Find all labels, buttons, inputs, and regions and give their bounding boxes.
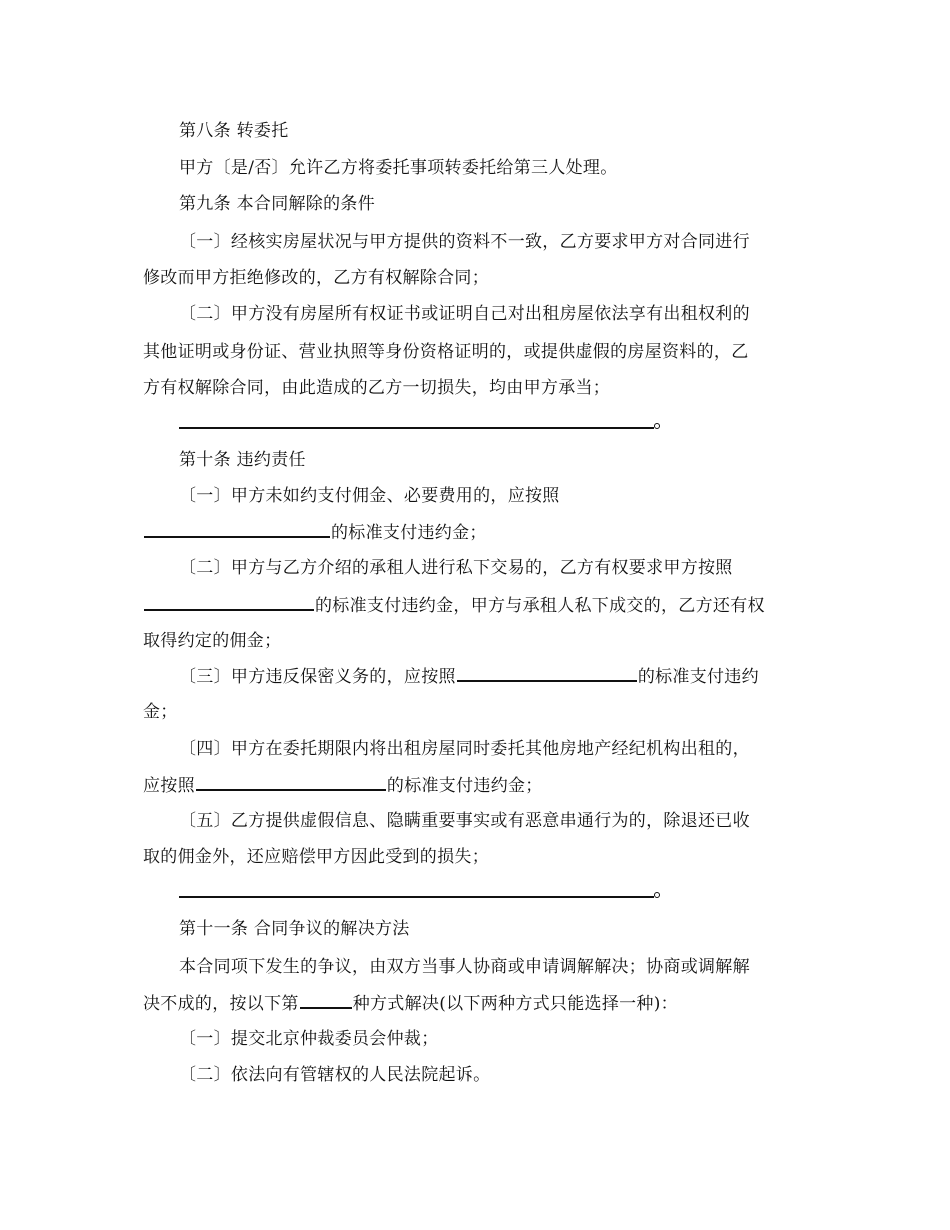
article-10-clause-1-line-2 [143,520,487,545]
clause-text: 的标准支付违约 [637,667,759,687]
article-11-line-1: 本合同项下发生的争议，由双方当事人协商或申请调解解决；协商或调解解 [179,957,750,977]
article-10-clause-5-line-1: 〔五〕乙方提供虚假信息、隐瞒重要事实或有恶意串通行为的，除退还已收 [179,811,750,831]
article-9-clause-2-line-1: 〔二〕甲方没有房屋所有权证书或证明自己对出租房屋依法享有出租权利的 [179,304,750,324]
article-11-line-2 [143,991,678,1016]
clause-text: 的标准支付违约金，甲方与承租人私下成交的，乙方还有权 [315,596,765,616]
fill-in-rule[interactable] [179,896,654,898]
clause-text: 种方式解决(以下两种方式只能选择一种)： [352,994,678,1014]
article-11-title: 第十一条 合同争议的解决方法 [179,919,410,939]
clause-text: 的标准支付违约金； [386,776,543,796]
fill-in-blank[interactable] [144,593,314,611]
clause-text: 应按照 [143,776,195,796]
article-10-clause-2-line-2 [143,593,765,618]
article-8-text: 甲方〔是/否〕允许乙方将委托事项转委托给第三人处理。 [179,158,618,178]
fill-in-blank[interactable] [300,991,352,1009]
fill-in-blank[interactable] [144,520,330,538]
fill-in-rule[interactable] [179,427,654,429]
article-10-clause-4-line-2 [143,773,543,798]
clause-text: 决不成的，按以下第 [143,994,299,1014]
article-8-title: 第八条 转委托 [179,121,289,141]
article-10-clause-3-line-2: 金； [143,702,178,722]
clause-text: 〔三〕甲方违反保密义务的，应按照 [179,667,456,687]
article-10-clause-2-line-3: 取得约定的佣金； [143,631,282,651]
paragraph-mark [654,892,660,898]
article-11-option-1: 〔一〕提交北京仲裁委员会仲裁； [179,1029,439,1049]
article-10-clause-1-line-1: 〔一〕甲方未如约支付佣金、必要费用的，应按照 [179,486,560,506]
clause-text: 的标准支付违约金； [331,523,487,543]
article-9-clause-1-line-1: 〔一〕经核实房屋状况与甲方提供的资料不一致，乙方要求甲方对合同进行 [179,232,750,252]
article-9-clause-2-line-2: 其他证明或身份证、营业执照等身份资格证明的，或提供虚假的房屋资料的，乙 [143,342,749,362]
article-9-clause-2-line-3: 方有权解除合同，由此造成的乙方一切损失，均由甲方承当； [143,378,611,398]
fill-in-blank[interactable] [196,773,386,791]
article-10-clause-4-line-1: 〔四〕甲方在委托期限内将出租房屋同时委托其他房地产经纪机构出租的， [179,739,750,759]
article-10-clause-3-line-1 [179,664,759,689]
article-10-title: 第十条 违约责任 [179,450,306,470]
article-11-option-2: 〔二〕依法向有管辖权的人民法院起诉。 [179,1065,491,1085]
fill-in-blank[interactable] [457,664,637,682]
article-9-title: 第九条 本合同解除的条件 [179,194,376,214]
paragraph-mark [654,423,660,429]
article-10-clause-2-line-1: 〔二〕甲方与乙方介绍的承租人进行私下交易的，乙方有权要求甲方按照 [179,558,733,578]
article-10-clause-5-line-2: 取的佣金外，还应赔偿甲方因此受到的损失； [143,847,489,867]
article-9-clause-1-line-2: 修改而甲方拒绝修改的，乙方有权解除合同； [143,268,489,288]
